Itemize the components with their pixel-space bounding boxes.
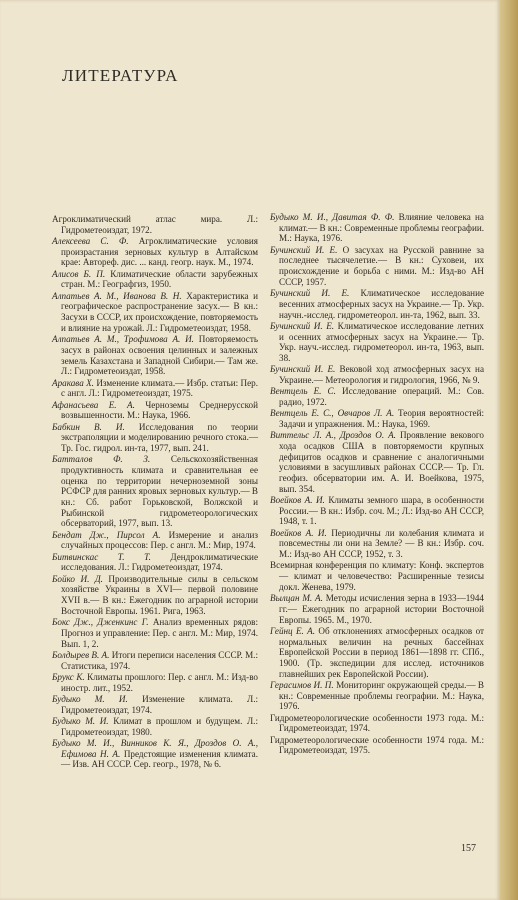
entry-author: Алпатьев А. М., Трофимова А. И. [52,334,194,345]
entry-author: Бучинский И. Е. [270,244,338,255]
bibliography-entry [52,214,258,235]
entry-author: Воейков А. И. [270,527,327,538]
entry-text: Агроклиматические условия произрастания зерновых культур в Алтайском крае: Автореф. дис. ... канд. геогр. наук. М., 1974. [61,236,258,268]
entry-text: Проявление векового хода осадков США в повторяемости крупных дефицитов осадков и сравнение с аналогичными условиями в засушливых районах СССР.— Тр. Гл. геофиз. обсерватории им. А. И. Воейкова, 1975, вып. 354. [279,430,484,494]
entry-text: Характеристика и географическое распространение засух.— В кн.: Засухи в СССР, их происхождение, повторяемость и влияние на урожай. Л.: Гидрометеоиздат, 1958. [61,290,259,333]
entry-text: Производительные силы в сельском хозяйстве Украины в XVI— первой половине XVII в.— В кн.: Ежегодник по аграрной истории Восточной Европы. 1961. Рига, 1963. [61,573,258,616]
bibliography-entry [270,626,484,680]
entry-text: Периодичны ли колебания климата и повсеместны ли они на Земле? — В кн.: Избр. соч. М.: Изд-во АН СССР, 1952, т. 3. [279,527,484,560]
bibliography-entry [52,552,258,573]
page-title: ЛИТЕРАТУРА [62,66,179,85]
entry-author: Бендат Дж., Пирсол А. [52,529,161,540]
bibliography-entry [52,334,258,377]
bibliography-entry [52,694,258,715]
bibliography-entry [52,530,258,551]
bibliography-entry [52,574,258,617]
entry-author: Бойко И. Д. [52,573,103,584]
entry-text: Дендроклиматические исследования. Л.: Гидрометеоиздат, 1974. [61,551,258,573]
entry-author: Вентцель Е. С. [270,386,336,397]
entry-text: Влияние человека на климат.— В кн.: Современные проблемы географии. М.: Наука, 1976. [279,212,484,244]
entry-author: Будыко М. И. [52,715,109,726]
bibliography-entry [270,212,484,244]
entry-text: Об отклонениях атмосферных осадков от нормальных величин на речных бассейнах Европейской России в период 1861—1898 гг. СПб., 1900. (Тр. экспедиции для исслед. источников главнейших рек Европейской России). [279,625,484,679]
entry-author: Вентцель Е. С., Овчаров Л. А. [270,408,395,419]
entry-text: Гидрометеорологические особенности 1974 года. М.: Гидрометеоиздат, 1975. [270,734,484,756]
bibliography-entry [270,735,484,756]
bibliography-entry [52,422,258,454]
entry-text: Мониторинг окружающей среды.— В кн.: Современные проблемы географии. М.: Наука, 1976. [279,679,485,712]
entry-text: Климатическое исследование летних и осенних атмосферных засух на Украине.— Тр. Укр. науч.-исслед. гидрометеорол. ин-та, 1963, вып. 38. [279,320,484,363]
entry-author: Герасимов И. П. [270,679,334,690]
entry-text: Исследование операций. М.: Сов. радио, 1972. [279,386,484,407]
entry-author: Афанасьева Е. А. [52,399,135,410]
entry-author: Битвинскас Т. Т. [52,551,151,562]
bibliography-entry [270,680,484,712]
bibliography-entry [270,528,484,560]
bibliography-entry [270,386,484,407]
page-number: 157 [461,843,476,854]
entry-text: Климатическое исследование весенних атмосферных засух на Украине.— Тр. Укр. научн.-исслед. гидрометеорол. ин-та, 1962, вып. 33. [279,288,485,320]
bibliography-entry [52,716,258,737]
bibliography-entry [52,291,258,334]
bibliography-entry [52,617,258,649]
entry-text: Климаты прошлого: Пер. с англ. М.: Изд-во иностр. лит., 1952. [61,671,258,693]
entry-text: Черноземы Среднерусской возвышенности. М.: Наука, 1966. [61,399,258,421]
entry-text: Всемирная конференция по климату: Конф. экспертов — климат и человечество: Расширенные тезисы докл. Женева, 1979. [270,560,484,592]
entry-author: Воейков А. И. [270,495,325,506]
entry-author: Будыко М. И., Давитая Ф. Ф. [270,212,395,222]
entry-text: Измерение и анализ случайных процессов: Пер. с англ. М.: Мир, 1974. [61,529,259,551]
entry-author: Бокс Дж., Дженкинс Г. [52,617,149,628]
entry-text: Анализ временных рядов: Прогноз и управление: Пер. с англ. М.: Мир, 1974. Вып. 1, 2. [61,617,259,649]
entry-author: Вылцан М. А. [270,593,323,604]
entry-author: Будыко М. И. [52,693,128,704]
bibliography-column-left [52,214,258,771]
entry-text: Изменение климата. Л.: Гидрометеоиздат, 1974. [61,693,259,715]
bibliography-entry [270,430,484,494]
entry-text: Методы исчисления зерна в 1933—1944 гг.— Ежегодник по аграрной истории Восточной Европы. 1965. М., 1970. [279,593,484,625]
entry-text: Климат в прошлом и будущем. Л.: Гидрометеоиздат, 1980. [61,715,259,737]
bibliography-entry [52,650,258,671]
entry-author: Болдырев В. А. [52,649,110,660]
entry-author: Гейнц Е. А. [270,625,316,636]
entry-author: Бучинский И. Е. [270,288,350,299]
bibliography-entry [52,454,258,529]
entry-text: Агроклиматический атлас мира. Л.: Гидрометеоиздат, 1972. [52,214,258,235]
entry-author: Бучинский И. Е. [270,320,335,331]
bibliography-entry [270,321,484,364]
bibliography-entry [52,236,258,268]
entry-text: Климатические области зарубежных стран. М.: Географгиз, 1950. [61,268,259,290]
entry-text: Сельскохозяйственная продуктивность климата и сравнительная ее оценка по территории нечерноземной зоны РСФСР для ранних яровых зерновых культур.— В кн.: Сб. работ Горьковской, Волжской и Рыбинской гидрометеорологических обсерваторий, 1977, вып. 13. [61,454,258,529]
bibliography-entry [270,713,484,734]
entry-author: Брукс К. [52,671,85,682]
entry-text: Изменение климата.— Избр. статьи: Пер. с англ. Л.: Гидрометеоиздат, 1975. [61,377,258,399]
bibliography-entry [52,269,258,290]
entry-author: Виттельс Л. А., Дроздов О. А. [270,430,396,441]
entry-text: О засухах на Русской равнине за последнее тысячелетие.— В кн.: Суховеи, их происхождение и борьба с ними. М.: Изд-во АН СССР, 1957. [279,244,485,287]
bibliography-entry [270,288,484,320]
entry-author: Аракава X. [52,377,94,388]
bibliography-entry [270,408,484,429]
entry-text: Вековой ход атмосферных засух на Украине.— Метеорология и гидрология, 1966, № 9. [279,364,484,385]
entry-author: Будыко М. И., Винников К. Я., Дроздов О. А., Ефимова Н. А. [52,737,258,759]
bibliography-entry [52,738,258,770]
bibliography-entry [270,495,484,527]
entry-text: Итоги переписи населения СССР. М.: Статистика, 1974. [61,649,259,671]
bibliography-entry [270,245,484,288]
entry-author: Алисов Б. П. [52,268,106,279]
bibliography-column-right [270,212,484,757]
bibliography-entry [270,364,484,385]
entry-text: Теория вероятностей: Задачи и упражнения. М.: Наука, 1969. [279,408,485,429]
entry-author: Алексеева С. Ф. [52,236,129,246]
bibliography-entry [270,560,484,592]
bibliography-entry [270,593,484,625]
entry-text: Климаты земного шара, в особенности России.— В кн.: Избр. соч. М.; Л.: Изд-во АН СССР, 1948, т. 1. [279,495,485,527]
entry-author: Батталов Ф. З. [52,454,151,465]
entry-text: Гидрометеорологические особенности 1973 года. М.: Гидрометеоиздат, 1974. [270,712,484,734]
entry-author: Бучинский И. Е. [270,364,336,375]
entry-author: Бабкин В. И. [52,421,125,432]
entry-text: Исследования по теории экстраполяции и моделированию речного стока.— Тр. Гос. гидрол. ин-та, 1977, вып. 241. [61,421,258,453]
bibliography-entry [52,378,258,399]
page-edge [500,0,518,900]
bibliography-entry [52,400,258,421]
entry-author: Алпатьев А. М., Иванова В. Н. [52,290,182,301]
bibliography-entry [52,672,258,693]
entry-text: Повторяемость засух в районах освоения целинных и залежных земель Казахстана и Западной Сибири.— Там же. Л.: Гидрометеоиздат, 1958. [61,334,259,377]
entry-text: Предстоящие изменения климата.— Изв. АН СССР. Сер. геогр., 1978, № 6. [61,748,258,770]
